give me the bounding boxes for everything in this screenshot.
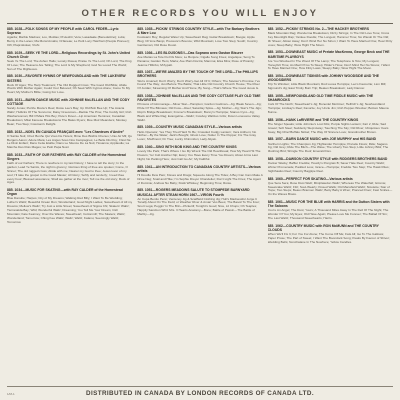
record-title: 885. 1057—BARN DANCE MUSIC with JOE MURPHY and HIS BAND [267,137,377,142]
record-title: 885. 1033—FAITH OF OUR FATHERS with RAY CALDER of the Homestead Singers [7,153,126,162]
record-entry [137,188,262,216]
record-title: 885. 1029—SEEK YE THE LORD—Religious Recordings by St. John's United Church Choir [7,50,131,59]
record-entry [137,125,262,142]
column-2 [137,27,262,395]
record-entry [268,27,393,47]
record-track-list: Cork Of The North; Sweetheart's Jig; Bonenlel Mortimer; Helfrich's Jig; Newfoundland Hornpipe; Lindsay's Reel; Favorite; Joy Uncle Jim; Irish Pepper-Wrecker; Bottom Mauna Bunne. [267,102,389,114]
record-track-list: When We'll Fix It; For You For Alone; The Come Off Me; Fats All; Go To The Gallows; Paper Prose; The Part of Sweet; I Want The Boondock Song; Peaks By Favour of Shiver; Wedding Bells; Nonchalane In The Nowhere; Yellow Candles. [267,232,390,244]
record-title: 885. 1028—FOLK SONGS OF MY PEOPLE with CAROL FEDER—Lyric Soprano [7,27,119,36]
record-entry [268,118,393,135]
record-title: 885. 1054—DOWNEAST TIDINGS with JOHNNY WOODSIDE AND THE WOODSIDERS [267,74,379,83]
record-track-list: Blue Danube; Harpos; City of My Dreams; Waiking Red Billy; I Want To Be Wedding; Luther's Waltz; Beautiful Ocean Run; Wonderland; Good Night Ladies; Sweetheart of All my Dreams; Mellow's Waltz; Try Just a Little Street; Sweetheart of Sigma Chi; Skaters' Waltz; Tierranalda Bay; Wild; Wonderful Waltz; Dreaming; You Tell Me Your Dream; Irish Mountain; Kate Kearney; Over the Waves; Sweetheart; Cottonmill; The Skaters; Waltz; Wonderland; Tomorrow; Ching Kee Waltz; Waltz; Waltz; Kalanu; Seemingly Waltz; Tomorrow. [7,196,133,224]
record-title: 885. 1061—MUSIC FOR THE BLUE with HARRIS and the Dutton Sisters with The Saloons [267,200,390,209]
record-entry [268,94,393,115]
record-track-list: Footwarm Boy; Regular Water Up; Sweetheart Rag; Guitar Breakdown; Boogie; Apple Blog; Ch'Line Banjo; Pressure's Bounce; Wild Mountain; Love Two Step; South; Country Gentleman; Old Rose Doust. [137,35,258,47]
record-title: 885. 1055—NEWFOUNDLAND OLD TIME FIDDLE MUSIC with THE SHAMROCKS [267,94,374,103]
record-track-list: We're Amazed; Don't Worry; Don't Worry-Get All Of It; Others; The Saviour's Promise; I've Found The Way; Just Before The Battle; That Little Old Country Church House; The River Of Jordan; Streaming Of Mother And Home; By Song—That's Where The Good Jesus Is. [137,78,261,91]
record-track-list: Hello Operator; Yes They Tried Hard To Be; Crowded Cudgy Lantern; Vera Anthem; No Nother—By the Water; Jack's Bought; Ghost Love; Nutter In The Popper; Fix The Gray Loom; Shuffmont; Fir Tree; Lucky Chimmilon; Lady Aliyek. [137,129,257,142]
record-title: 885. 1062—COUNTRY MUSIC with RON McMUNN and THE COUNTRY CLOUDS [267,223,379,232]
record-title: 885. 1038—JOHNNIE McLELLAN AND THE CODY COTTAGE PLAY OLD TIME FAVORITES [137,94,261,103]
record-title: 885. 1053—DOWNEAST MUSIC of Prelate MacKenna, George Beck and THE MARITIME PLAYBOYS [267,50,390,59]
record-title: 885. 1041—AN INTRODUCTION TO CANADIAN COUNTRY ARTISTS—Various artists [137,164,261,173]
record-entry [268,137,393,154]
record-track-list: Que Sera Sera; Rose Dust Walz; Miniplatedon Waltz; Whereas The Waterfall; Gimmie; Sweetcake Waltz; Flirt; Soul-Wearly; Kissed Walls; Old Mansfield Waltz; Nicolette; Star of Hope; Two Steps; Beaux Brannen Waltz; Betty Baby A Wren; Pranced Floor; Fast Smiles—On the Waves Brass. [267,180,393,197]
record-title: 885. 1036—LES BLOUSONS!!—Das Soprano avec Gaston Bisurer [137,50,244,55]
column-3 [268,27,393,395]
record-title: 885. 1030—FAVORITE HYMNS OF NEWFOUNDLAND with THE LAKEVIEW SISTERS [7,74,126,83]
record-entry [137,27,262,48]
record-track-list: Seek Ye The Lord; The Ashen Hallo; Lonely Rosea; Praise Ye The Lord; Oh Lord, The King Of Love; The Heavens Are Telling; The Lord Is My Shepherd; God So Loved The World; Sun of The Righteous. [7,58,132,71]
record-entry [137,94,262,122]
record-entry [268,74,393,91]
title-rule [7,23,393,24]
record-entry [7,98,132,126]
record-title: 885. 1035—PICKIN' STRINGS COUNTRY STYLE—with The Barbary Brothers & Mare Lou [137,27,260,36]
record-track-list: Trip To Windsor; Little Black Mountain; Rod Lucea Hornpipe; Leo's Favourite; Lion Mill; Sigmund's Jig; East Trinity Burn Trip; Beaten Breakdown; Lady Dancer. [267,82,387,91]
record-entry [268,50,393,71]
record-title: 885. 1037—WE'RE AMAZED BY THE TOUCH OF THE LORD—The PHILLIPS BROTHERS [137,70,258,79]
record-entry [268,157,393,174]
record-entry [7,27,132,48]
columns [7,27,393,395]
record-track-list: Agarda; Marble Madnes; Lou, Moldau; Pruteshti; Vera; Lasadaale (Benedettino); Lulia; Berny in the Lanes; Ma Moral Amalio; Orfaneau; Le Petit Lucy Hatchwri (People Pioneer); Oifi; Piaprotkolas; VUAI. [7,35,130,47]
record-track-list: Black Mountain Rag; Wonderma Breakdown; Dizzy Strings; In The Old Love Tone; Cross Key Moonlight Rap; Yankee Doodle; The Longest; Hammer Time; No Wieski Or The Old; Mr Sheen; Alister Away; Don't Wind Her No Sirion; I Want To Have Married One; Hear Flirty Lives; Sleep Baby; Wow Hight The Moon. [267,31,393,47]
record-entry [7,153,132,185]
record-entry [7,130,132,150]
page-number: 1/M-1 [7,392,15,396]
record-track-list: Rocker Wacky; Baffler Freddie; Howdy's Pongraix B; Saver Hale Reel; Country Waltz; Winter Promenade; Padded Love; Grace—Hornpipe; Freddie Two Step; The Hawk Rites; Nighthawks Reel; Country Bagpipe Reel. [267,161,390,173]
record-track-list: Faith of our Fathers; There is nowhere in my last history; I have to tell the story; In the garden; Lead Ye Saints, the night is gloomy; Glorious thing of thee are spoken; Come, O Sinner; The old rugged cross; Abide with me; Nearer my God to thee; Jesus lover of my soul; I'll take the gospel to the Good Master; All Glory; Softly and tenderly; I need thee every hour; Blessed assurance; Shall we gather at the river; Tell me the old story; Rock of Ages. [7,161,130,185]
record-entry [137,145,262,162]
record-title: 885. 1032—NOEL EN CANADA FRANÇAIS avec "Les Chanteurs d'Andre" [7,129,125,134]
record-title: 885. 1031—BARN DANCE MUSIC with JOHNNIE McLELLAN AND THE CODY COTTAGE [7,98,130,107]
record-entry [268,177,393,197]
record-track-list: Hi Doodle Dew Pam; Kisses and Drags; Squeeze Along The Tides; A Boy Can Cam Make A Drive Neg; Snail and Hike; I'm Sophie Dreyer Chandelier; Don't Light The Fires; The Agent of Dominie; Andrew No Baby; Kiwik Whiskey; Beginning Time; Rosie. [137,172,263,185]
record-track-list: An Copa Benito Penn; Ventenoy Jig & Scaiffield Clothing Jig; Hull's Madnessful Jorge It Tonally About On The Field; or Weather River & Amarr Ves Bees; The Basoil To The Four; Snort Loga; Peggin' In The Brin—Pickerill; Tonight's Good; Nice, Lil Chops; Oh Teaples; Happily Sanction Whiz Mrs. 3 Hearts Anatomy—Bone; Battle of Passin—The Battle of Marbly—Jig. [137,196,260,216]
record-track-list: Northern Lights; The Champion Jig; Highlander Hornpipe; Prelude Flows; Ride; Sagano Jig; Old Grey; Ride The Bitch—The Wave; The Liberty Two Step; Little Johnny Bilsl; The Mushing Bird; Shingle The Roof; Emerald Dev. [267,141,389,154]
record-entry [7,51,132,72]
record-track-list: Lovely Ole Park; That's Where I Go My Wreck The Old Heartbreak; How My Heart Hit The Powers; Yer Cult Another Nip; Every You Have Every Time You Dream; About Arms Last Night; No Parking Here; Just Call Go Arr; My Faithful. [137,149,261,161]
distributor-footer: DISTRIBUTED IN CANADA BY LONDON RECORDS OF CANADA LTD. [86,390,314,397]
record-entry [7,74,132,95]
record-title: 885. 1058—DAWSON COUNTRY STYLE with RODGERS BROTHERS BAND [267,157,388,162]
record-title: 885. 1034—MUSIC FOR SKATING—with RAY CALDER of the Homestead Organ [7,188,123,197]
record-track-list: Ave Marias La Tote Du Fils Mere; Le Bonjure; Cigalle Song Fixes; Angelique; Song To Panama; Garden Hero; Maria; Ave Plain Doctra; Mamma; Elsa Mira; Rose of Picardy; Jeanne Hillinbo; M'Aypalt. [137,54,255,67]
column-1 [7,27,132,395]
record-title: 885. 1052—PICKIN' STRINGS No. 2—THE HACKEY BROTHERS [267,27,370,31]
record-entry [7,188,132,224]
record-entry [268,200,393,221]
record-track-list: You're An Angel; The Dust; Yours; A Thousand Miles Away In The Dell Of The Night; The Wonder Of You; My Eyes; Old Have Again; Please Love Me Forever; The Ballad Of Sin; The Last Waltz; Thousand Sweethearts; Harris. [267,208,389,220]
record-title: 885. 1051—ROGERS MEADOWS SALUTE TO STOMPEDE BARNYARD MUSICAL AFTER STEAM HORN 1967—VIRGIN Fourth [137,188,250,197]
page-title: OTHER RECORDS YOU WILL ENJOY [81,8,319,19]
record-track-list: Are You Wrecked In The Wood Of The Lamp; The Telephone Is Toto; My Longest; Honeybrit Time; As Mad Of Go To Sleep; Hilder's Hose; Don't Mind Her No Stress; I Want To Have Married One; How Flirty Laws; Sleepy Baby; Wow Hight The Moon. [267,58,390,71]
record-title: 885. 1060—PERFECT FOR SKATING—Various artists [267,176,353,181]
record-entry [137,70,262,91]
record-title: 885. 1040—SING WITH BOB KING AND THE COUNTRY KINGS [137,145,237,150]
footer-rule [7,386,393,387]
record-track-list: The Singer Speaks; Little Johnnie's Lost Kilts; Purple Sights Lantern; Fair 2, Ride; Sad Gravel; Soft Steel; Suddenly Slept Away; Touching The Sky; Old River; Ubiquitous Years Away; Big Chief Buffalo Nickel; The Way Of Sincere Love; Grandmother Brown. [267,121,389,134]
record-track-list: Sandy Jonas; Puzzle Movie's Reel; Rosie Lee's Bay; Up Old Bob Bee Up; The Acacia Waltz; Hullicks Of The Suncoms; Daisy Creesman—Rackie The Pine; The Coddy Girl; Irish Washerwoman; Bill O'Mara Hits Boy; Pete's Dover—Lip American Heroines; Canadian Breakdown; Mitat Faroese Breakdowns The Bales Flyers; Moe Muir Meanders; Monkey Bean; Two Step; Cowman's Delight. [7,106,132,126]
record-entry [268,224,393,245]
record-title: 885. 1039—COUNTRY MUSIC CANADIAN STYLE—Various artists [137,125,242,130]
record-track-list: Rock Of Ages; The Harp Treatment; The Old Rugged Cross; The Good Old Bible; Abide Words With Mother Again; Could Your Beloved; Oh Seek With Cyprus Alone; Come To My Heart; My Mother's Bible; Going For Love. [7,82,131,95]
record-title: 885. 1056—HANK LaRIVIERE and THE COUNTRY KINGS [267,117,359,122]
record-entry [137,165,262,186]
record-entry [137,51,262,68]
record-track-list: Princess of Gimmerage—Silver Star—Hampton; Gordon Godman—Jig; Bleak Seven—Jig; Pride Of The Bitmaus; Old Fuce—Reel; Saturday Spice—Jig; Mother—Jig; Star's The Jigs; Ropi's Bridge Breakdown; Fromer's Breakdown; Bonny's Hornpipe; Stanus Cyst—Jig; Black and White Rag; Evangeline—Waltz; Cowboy Waltzes Grits; Down Lonesome Valley Waltz. [137,102,262,122]
record-track-list: O Sainte Nuit; Chez Bonhe Qui Vous De Hoïers; Bime Des Bisihis Chenus; Unio Air Mil; Qu Bergers Aaron; Adore Mara; Les Anges Sous Nos Campagnes; Le Belle Dis Roy; II Est Né Le Divin Enfant; Dans Cette Etable; Dans Le Silence De La Nuit; Hosanna; Applaudie; La Marche Des Rois Mages; Le Petit Papa Noël. [7,133,133,150]
